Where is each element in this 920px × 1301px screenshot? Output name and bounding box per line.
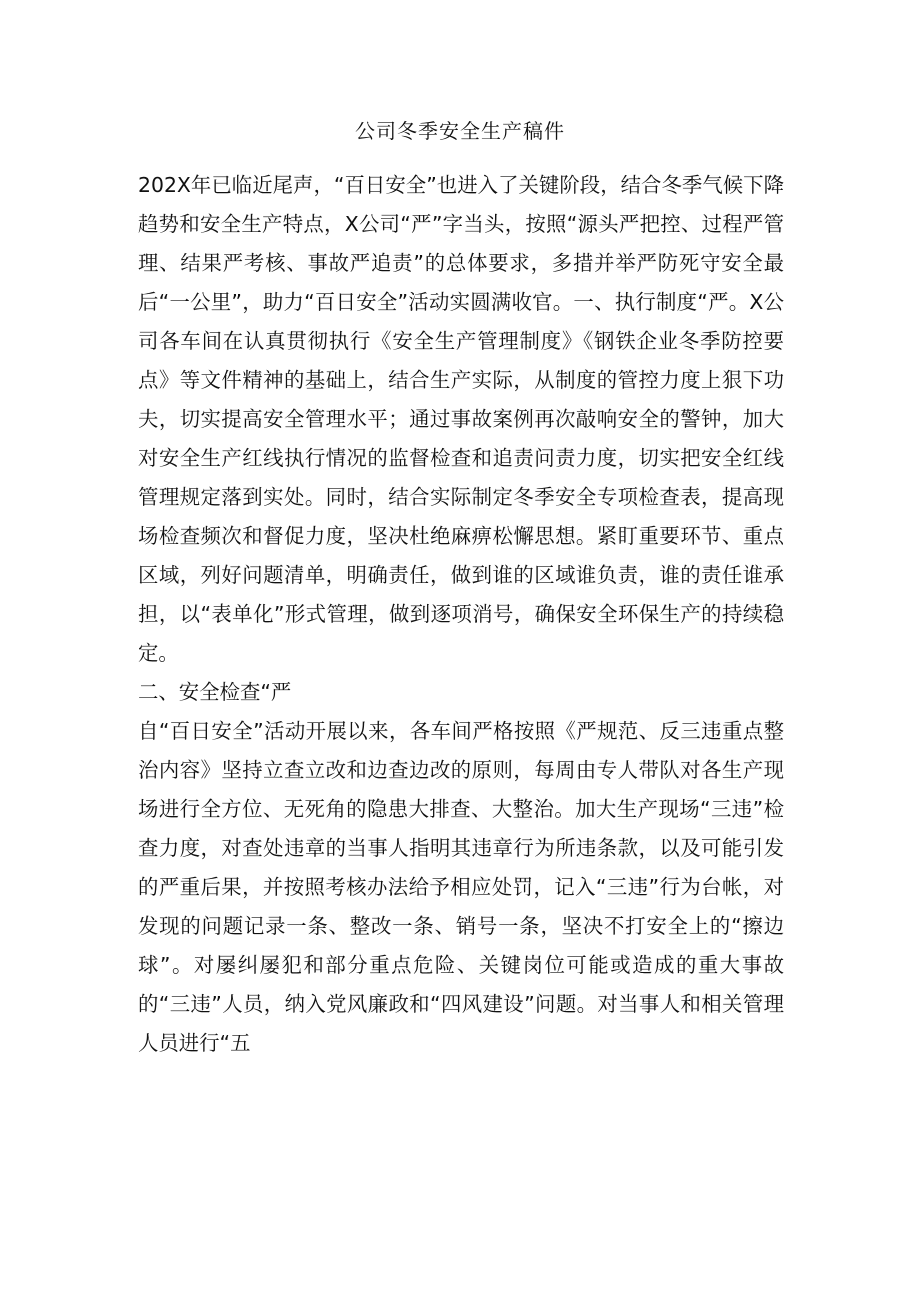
section-paragraph: 自“百日安全”活动开展以来，各车间严格按照《严规范、反三违重点整治内容》坚持立查立改和边查边改的原则，每周由专人带队对各生产现场进行全方位、无死角的隐患大排查、大整治。加大生产现场“三违”检查力度，对查处违章的当事人指明其违章行为所违条款，以及可能引发的严重后果，并按照考核办法给予相应处罚，记入“三违”行为台帐，对发现的问题记录一条、整改一条、销号一条，坚决不打安全上的“擦边球”。对屡纠屡犯和部分重点危险、关键岗位可能或造成的重大事故的“三违”人员，纳入党风廉政和“四风建设”问题。对当事人和相关管理人员进行“五 <box>138 719 784 1055</box>
section-heading: 二、安全检查“严 <box>138 680 292 704</box>
document-title: 公司冬季安全生产稿件 <box>355 119 565 143</box>
document-body <box>138 166 784 1063</box>
body-paragraph: 202X年已临近尾声，“百日安全”也进入了关键阶段，结合冬季气候下降趋势和安全生产特点，X公司“严”字当头，按照“源头严把控、过程严管理、结果严考核、事故严追责”的总体要求，多措并举严防死守安全最后“一公里”，助力“百日安全”活动实圆满收官。一、执行制度“严。X公司各车间在认真贯彻执行《安全生产管理制度》《钢铁企业冬季防控要点》等文件精神的基础上，结合生产实际，从制度的管控力度上狠下功夫，切实提高安全管理水平；通过事故案例再次敲响安全的警钟，加大对安全生产红线执行情况的监督检查和追责问责力度，切实把安全红线管理规定落到实处。同时，结合实际制定冬季安全专项检查表，提高现场检查频次和督促力度，坚决杜绝麻痹松懈思想。紧盯重要环节、重点区域，列好问题清单，明确责任，做到谁的区域谁负责，谁的责任谁承担，以“表单化”形式管理，做到逐项消号，确保安全环保生产的持续稳定。 <box>138 173 784 665</box>
